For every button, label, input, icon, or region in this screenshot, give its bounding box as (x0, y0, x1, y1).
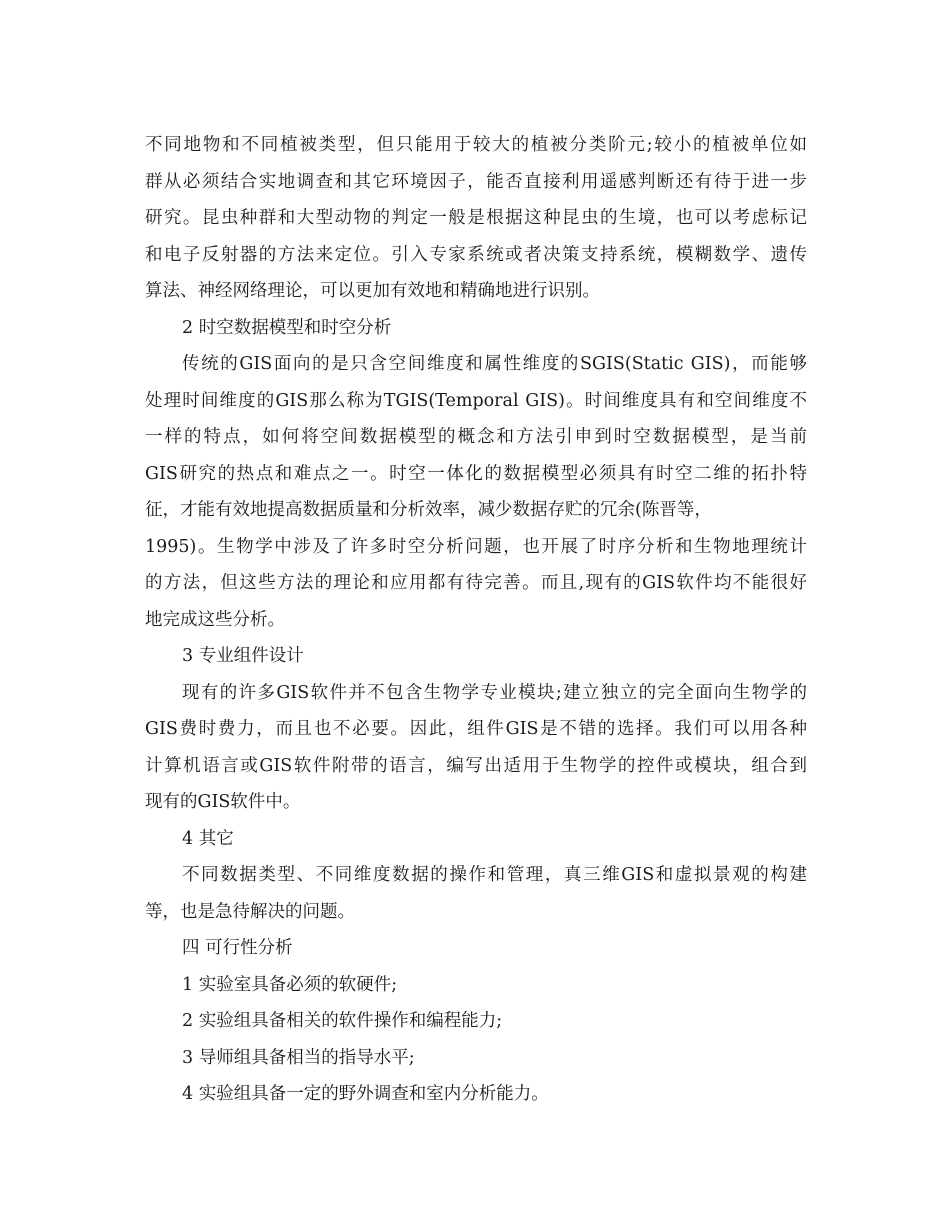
list-item: 3 导师组具备相当的指导水平; (182, 1047, 415, 1068)
paragraph-line: GIS研究的热点和难点之一。时空一体化的数据模型必须具有时空二维的拓扑特 (145, 463, 807, 484)
section-heading: 4 其它 (182, 828, 234, 849)
paragraph-line: 一样的特点，如何将空间数据模型的概念和方法引申到时空数据模型，是当前 (145, 427, 807, 447)
paragraph-line: 现有的GIS软件中。 (145, 792, 301, 812)
document-body (145, 127, 807, 1113)
paragraph-line: 研究。昆虫种群和大型动物的判定一般是根据这种昆虫的生境，也可以考虑标记 (145, 208, 807, 228)
paragraph-line: 不同数据类型、不同维度数据的操作和管理，真三维GIS和虚拟景观的构建 (182, 865, 807, 885)
section-heading: 四 可行性分析 (182, 938, 293, 958)
paragraph-line: 和电子反射器的方法来定位。引入专家系统或者决策支持系统，模糊数学、遗传 (145, 244, 807, 265)
paragraph-line: 算法、神经网络理论，可以更加有效地和精确地进行识别。 (145, 281, 600, 301)
paragraph-line: 地完成这些分析。 (145, 609, 285, 630)
paragraph-line: 现有的许多GIS软件并不包含生物学专业模块;建立独立的完全面向生物学的 (182, 682, 807, 703)
paragraph-line: 传统的GIS面向的是只含空间维度和属性维度的SGIS(Static GIS)，而能够 (182, 354, 807, 374)
list-item: 2 实验组具备相关的软件操作和编程能力; (182, 1011, 503, 1031)
paragraph-line: 不同地物和不同植被类型，但只能用于较大的植被分类阶元;较小的植被单位如 (145, 135, 807, 155)
paragraph-line: 的方法，但这些方法的理论和应用都有待完善。而且,现有的GIS软件均不能很好 (145, 573, 807, 593)
list-item: 1 实验室具备必须的软硬件; (182, 974, 398, 995)
paragraph-line: 征，才能有效地提高数据质量和分析效率，减少数据存贮的冗余(陈晋等， (145, 500, 712, 520)
paragraph-line: 群从必须结合实地调查和其它环境因子，能否直接利用遥感判断还有待于进一步 (145, 171, 807, 192)
paragraph-line: 计算机语言或GIS软件附带的语言，编写出适用于生物学的控件或模块，组合到 (145, 755, 807, 776)
section-heading: 3 专业组件设计 (182, 646, 304, 666)
paragraph-line: 1995)。生物学中涉及了许多时空分析问题，也开展了时序分析和生物地理统计 (145, 536, 807, 557)
list-item: 4 实验组具备一定的野外调查和室内分析能力。 (182, 1084, 549, 1104)
paragraph-line: 等，也是急待解决的问题。 (145, 901, 355, 922)
paragraph-line: 处理时间维度的GIS那么称为TGIS(Temporal GIS)。时间维度具有和空间维度不 (145, 390, 807, 411)
paragraph-line: GIS费时费力，而且也不必要。因此，组件GIS是不错的选择。我们可以用各种 (145, 719, 807, 739)
section-heading: 2 时空数据模型和时空分析 (182, 317, 392, 338)
